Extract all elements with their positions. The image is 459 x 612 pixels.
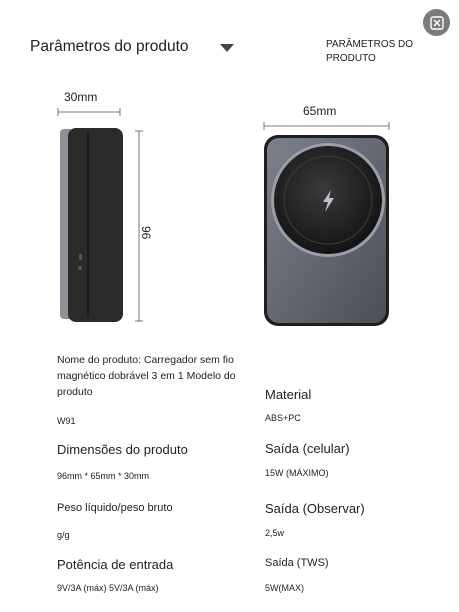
dimensions-value: 96mm * 65mm * 30mm (57, 471, 150, 481)
close-button[interactable] (423, 9, 450, 36)
side-width-label: 30mm (64, 90, 98, 104)
tws-output-label: Saída (TWS) (265, 557, 329, 569)
dropdown-toggle[interactable] (220, 44, 234, 52)
height-label: 96 (139, 226, 153, 240)
front-view-diagram (255, 120, 400, 335)
close-icon (430, 16, 444, 30)
product-name: Nome do produto: Carregador sem fio magnético dobrável 3 em 1 Modelo do produto (57, 354, 236, 398)
input-power-value: 9V/3A (máx) 5V/3A (máx) (57, 583, 159, 593)
weight-value: g/g (57, 530, 70, 540)
phone-output-value: 15W (MÁXIMO) (265, 468, 329, 478)
front-width-label: 65mm (303, 104, 337, 118)
model-value: W91 (57, 416, 76, 426)
side-button (79, 254, 82, 260)
page-title: Parâmetros do produto (30, 38, 189, 55)
weight-label: Peso líquido/peso bruto (57, 502, 173, 514)
input-power-label: Potência de entrada (57, 557, 174, 572)
side-body (68, 128, 123, 322)
phone-output-label: Saída (celular) (265, 441, 350, 456)
tws-output-value: 5W(MAX) (265, 583, 304, 593)
material-label: Material (265, 387, 312, 402)
dimensions-label: Dimensões do produto (57, 442, 188, 457)
watch-output-label: Saída (Observar) (265, 501, 365, 516)
side-title: PARÂMETROS DO PRODUTO (326, 39, 414, 64)
side-view-diagram (40, 104, 180, 334)
watch-output-value: 2,5w (265, 528, 285, 538)
material-value: ABS+PC (265, 413, 301, 423)
